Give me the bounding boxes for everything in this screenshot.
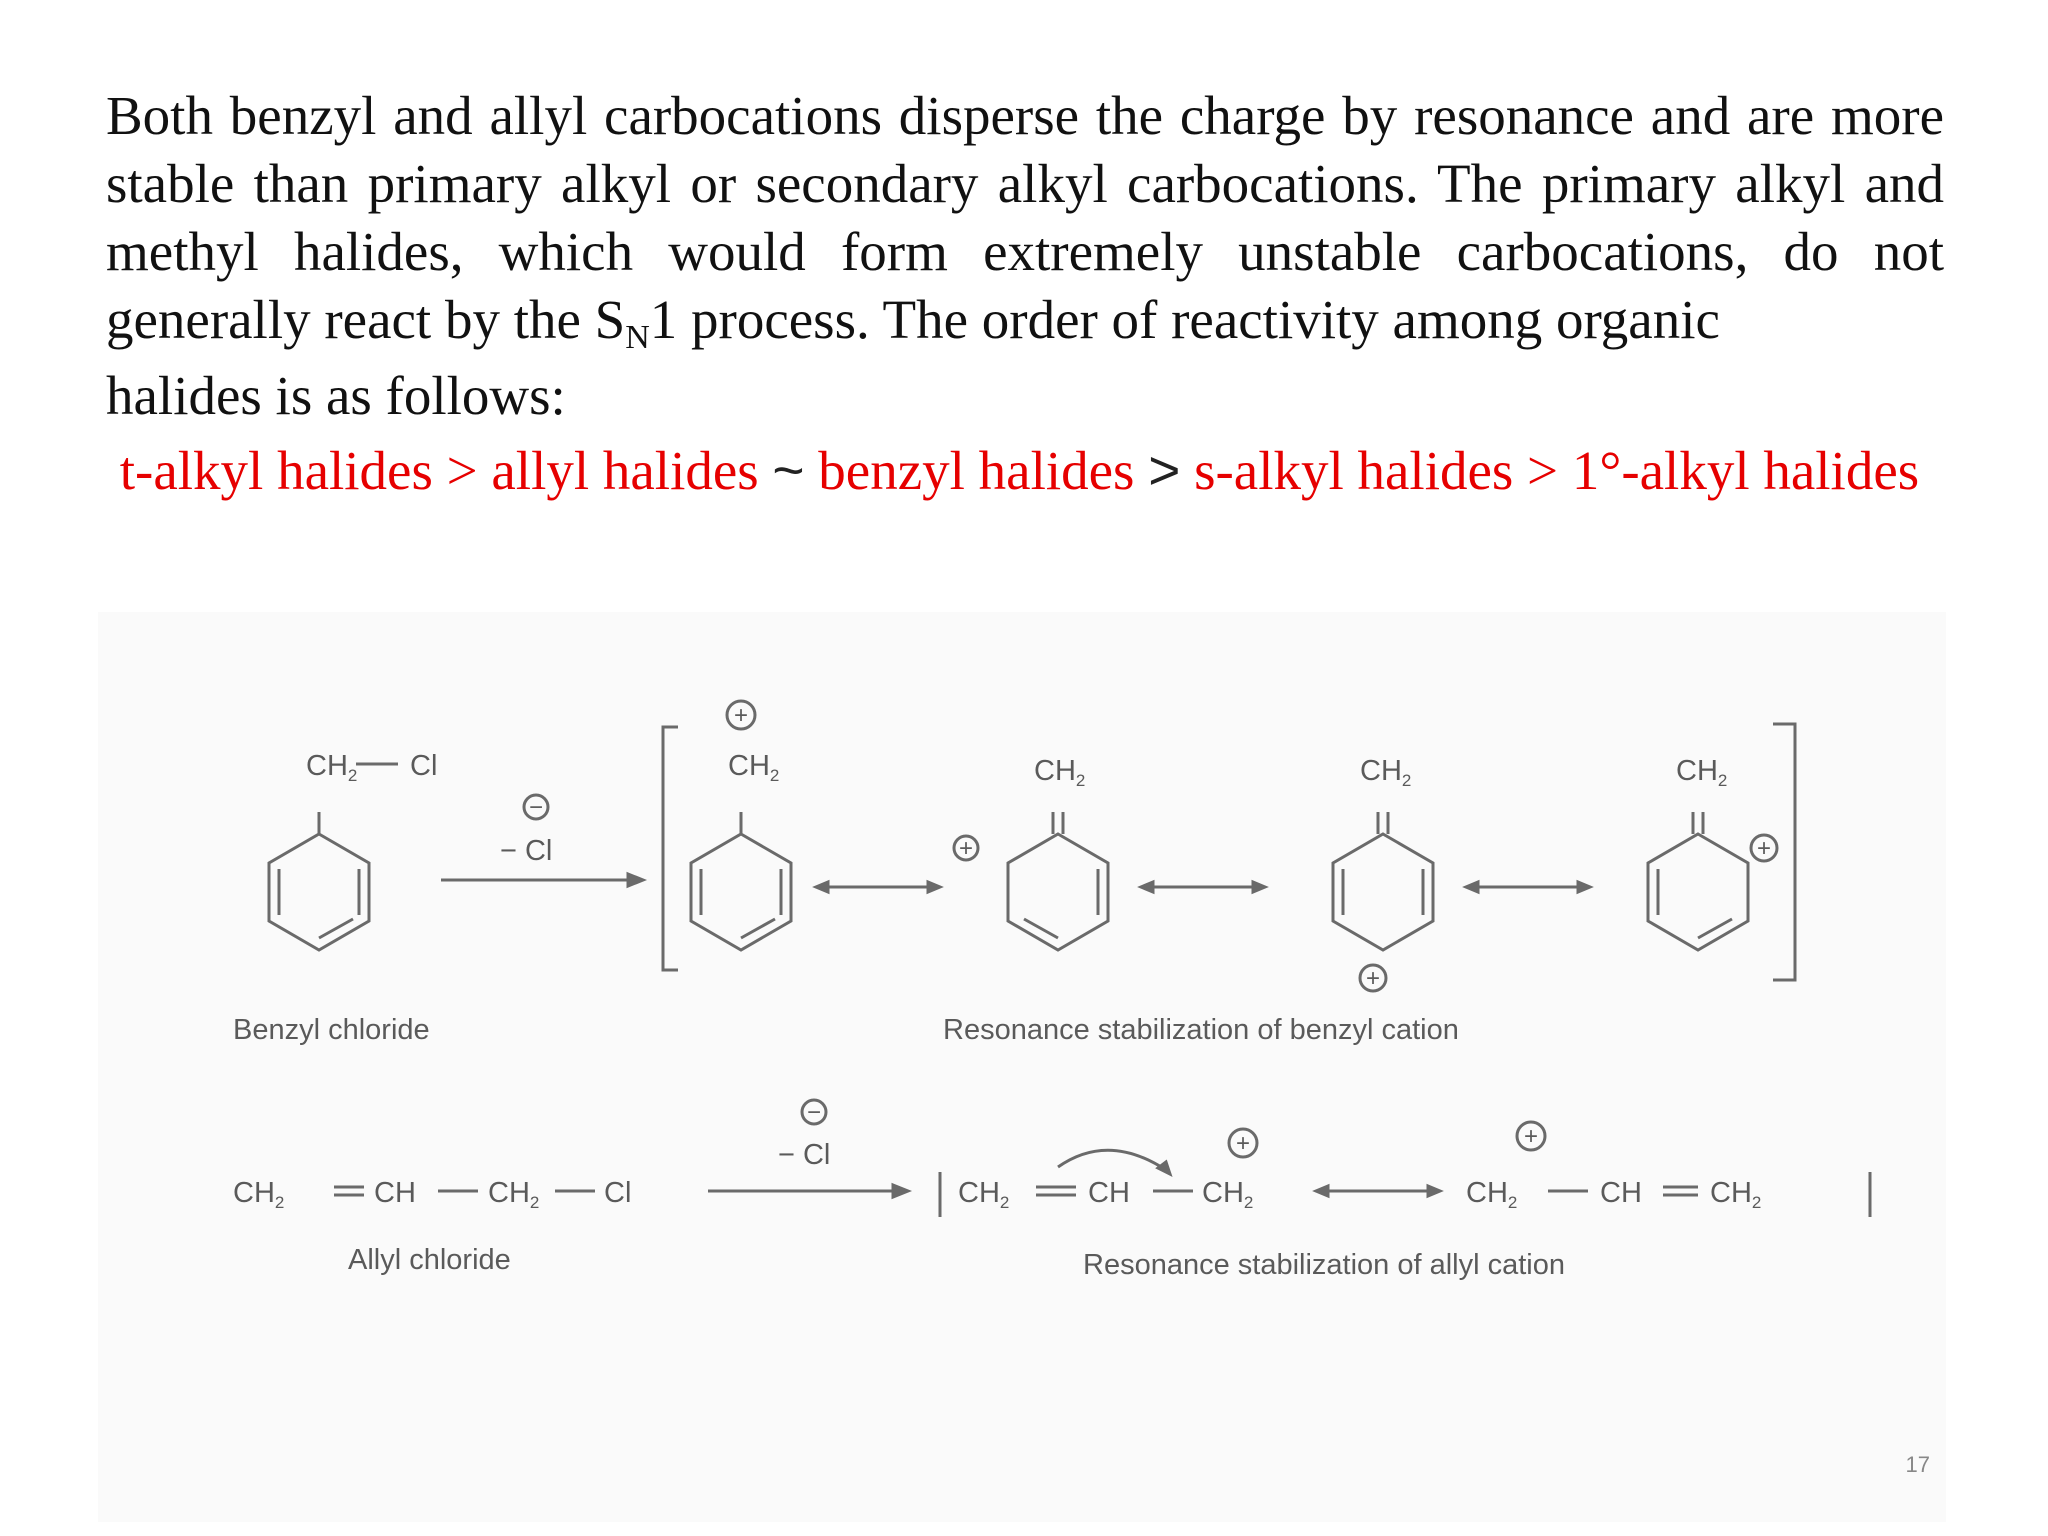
plus-sign: + bbox=[1235, 1130, 1251, 1157]
ch2-label: $CH_2$ bbox=[1466, 1177, 1518, 1212]
minus-sign: − bbox=[806, 1099, 822, 1126]
ch2-label: $CH_2$ bbox=[728, 750, 780, 785]
page-number: 17 bbox=[1905, 1452, 1930, 1477]
reactivity-order bbox=[106, 436, 1944, 505]
plus-sign: + bbox=[1365, 965, 1381, 992]
order-part-1: t-alkyl halides > allyl halides bbox=[119, 440, 773, 501]
ch2-label: $CH_2$ bbox=[1710, 1177, 1762, 1212]
subscript-n: N bbox=[625, 319, 650, 356]
arrow-head bbox=[628, 874, 643, 886]
paragraph-middle: 1 process. The order of reactivity among organic bbox=[649, 289, 1720, 350]
allyl-chloride-label: Allyl chloride bbox=[348, 1244, 511, 1276]
curved-arrow bbox=[1058, 1150, 1166, 1170]
body-paragraph bbox=[106, 82, 1944, 430]
ch2-label: $CH_2$ bbox=[1676, 755, 1728, 790]
plus-sign: + bbox=[1756, 835, 1772, 862]
cl-label: Cl bbox=[410, 750, 438, 782]
benzyl-cation-caption: Resonance stabilization of benzyl cation bbox=[943, 1014, 1459, 1046]
benzyl-chloride-label: Benzyl chloride bbox=[233, 1014, 430, 1046]
ch2-label: $CH_2$ bbox=[1360, 755, 1412, 790]
paragraph-last-line: halides is as follows: bbox=[106, 365, 566, 426]
ch2-label: $CH_2$ bbox=[306, 750, 358, 785]
benzyl-cation-1 bbox=[691, 812, 791, 950]
order-part-3: s-alkyl halides > 1°-alkyl halides bbox=[1180, 440, 1920, 501]
ch2-label: $CH_2$ bbox=[1034, 755, 1086, 790]
resonance-diagram bbox=[98, 612, 1946, 1522]
ch2-label: $CH_2$ bbox=[488, 1177, 540, 1212]
paragraph-intro: Both benzyl and allyl carbocations disperse the charge by resonance and are more stable than primary alkyl or secondary alkyl carbocations. The primary alkyl and methyl halides, which would form extremely unstable carbocations, do not generally react by the S bbox=[106, 85, 1944, 350]
cl-label: Cl bbox=[604, 1177, 632, 1209]
leaving-group-label: − Cl bbox=[778, 1139, 831, 1171]
order-tilde: ~ bbox=[772, 439, 805, 501]
allyl-cation-caption: Resonance stabilization of allyl cation bbox=[1083, 1249, 1565, 1281]
benzyl-chloride-structure bbox=[269, 764, 398, 950]
ch2-label: $CH_2$ bbox=[1202, 1177, 1254, 1212]
ch2-label: $CH_2$ bbox=[958, 1177, 1010, 1212]
benzyl-cation-4 bbox=[1648, 812, 1748, 950]
plus-sign: + bbox=[958, 835, 974, 862]
ch2-label: $CH_2$ bbox=[233, 1177, 285, 1212]
ch-label: CH bbox=[1600, 1177, 1642, 1209]
benzyl-cation-3 bbox=[1333, 812, 1433, 950]
bracket-left bbox=[663, 727, 678, 970]
order-greater-than: > bbox=[1148, 439, 1181, 501]
plus-sign: + bbox=[1523, 1123, 1539, 1150]
resonance-figure bbox=[98, 612, 1946, 1522]
plus-sign: + bbox=[733, 702, 749, 729]
ch-label: CH bbox=[1088, 1177, 1130, 1209]
minus-sign: − bbox=[528, 794, 544, 821]
order-part-2: benzyl halides bbox=[804, 440, 1149, 501]
leaving-group-label: − Cl bbox=[500, 835, 553, 867]
ch-label: CH bbox=[374, 1177, 416, 1209]
benzyl-cation-2 bbox=[1008, 812, 1108, 950]
